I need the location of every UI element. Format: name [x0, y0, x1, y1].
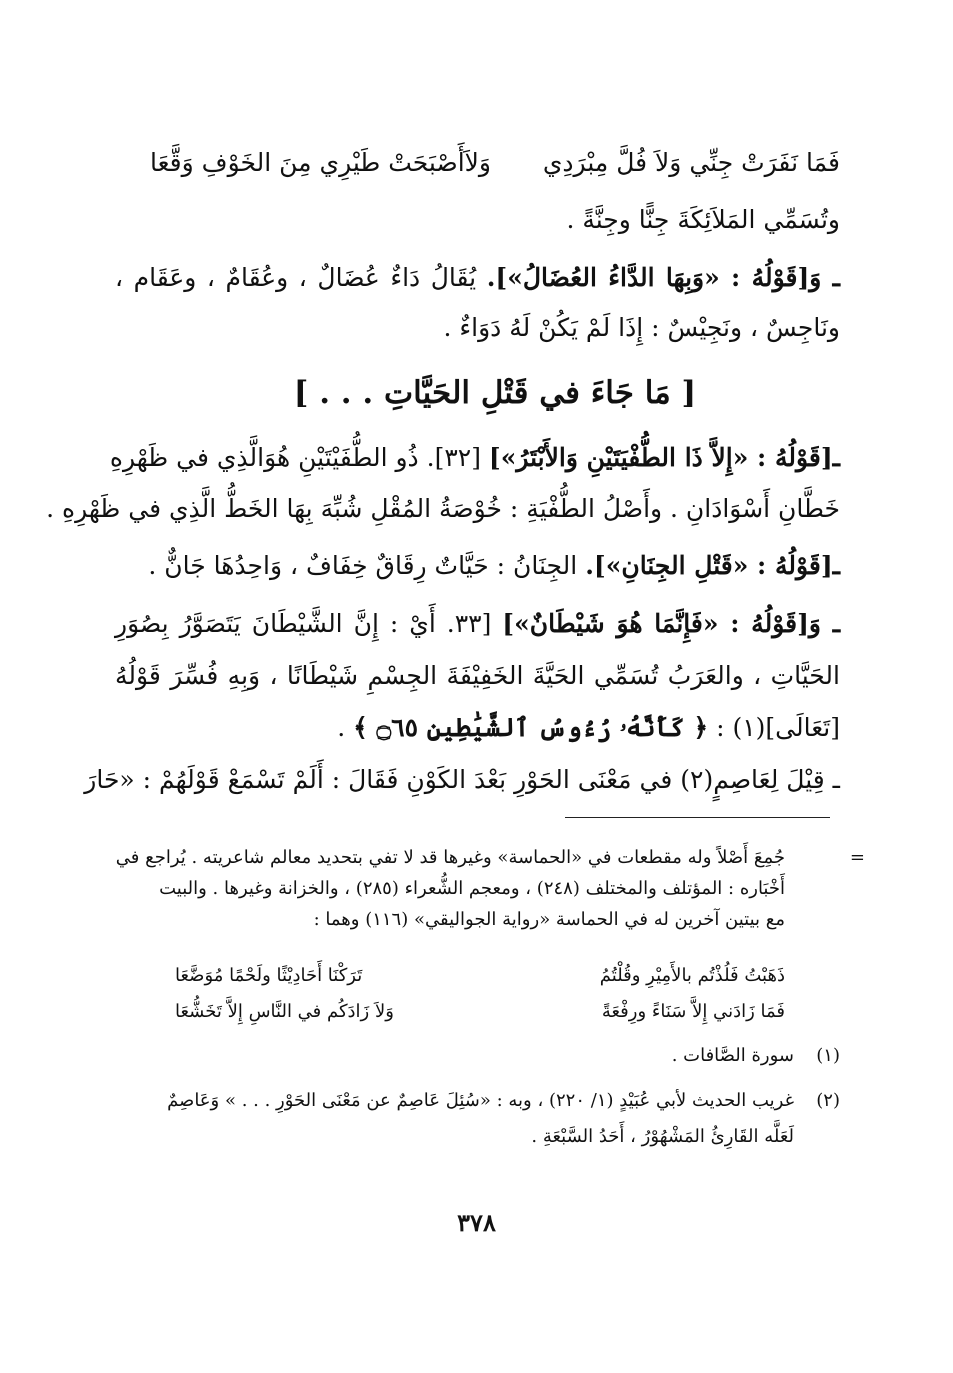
verse-hemistich-left: وَلاَأَصْبَحَتْ طَيْرِي مِنَ الخَوْفِ وَقَّعَا	[150, 148, 491, 177]
verse-hemistich-right: فَمَا نَفَرَتْ جِنِّي وَلاَ فُلَّ مِبْرَدِي	[542, 148, 840, 177]
text-run: [٣٣. أَيْ : إِنَّ الشَّيْطَانَ يَتَصَوَّرُ بِصُوَرِ	[115, 609, 503, 638]
footnote	[115, 1090, 840, 1160]
footnote-text: لَعَلَّه القَارِئُ المَشْهُوْرُ ، أَحَدُ السَّبْعَةِ .	[531, 1126, 794, 1147]
quoted-lemma: ـ وَ[قَوْلُهُ : «وَبِهَا الدَّاءُ العُضَالُ»].	[486, 263, 840, 292]
footnote-poem-line	[175, 1001, 785, 1033]
quoted-lemma: ـ[قَوْلُهُ : «قَتْلِ الجِنَانِ»].	[585, 551, 840, 580]
text-run: [تَعَالَى](١) :	[708, 713, 840, 742]
text-line: ـ قِيْلَ لِعَاصِمٍ(٢) في مَعْنَى الحَوْرِ بَعْدَ الكَوْنِ فَقَالَ : أَلَمْ تَسْمَعْ قَوْلَهُمْ : «حَارَ	[84, 765, 840, 794]
footnote-poem-line	[175, 965, 785, 997]
text-line	[115, 602, 840, 646]
footnote-continuation	[115, 843, 865, 1053]
poem-hemistich-right: فَمَا زَادَني إِلاَّ سَنَاءً ورِفْعَةً	[601, 1001, 785, 1022]
footnote-separator	[565, 817, 830, 818]
text-line: وتُسَمِّي المَلاَئِكَةَ جِنًّا وجِنَّةً .	[566, 205, 840, 234]
poem-hemistich-left: وَلاَ زَادَكُم في النَّاسِ إِلاَّ تَخَشُّعَا	[175, 1001, 394, 1022]
text-run: يُقَالُ دَاءٌ عُضَالٌ ، وعُقَامٌ ، وعَقَام ،	[115, 263, 487, 292]
quran-quote: ﴿ كَأَنَّهُۥ رُءُوسُ ٱلشَّيَٰطِينِ ۝٦٥ ﴾	[353, 713, 709, 742]
poem-hemistich-left: تَرَكْنَا أَحَادِيْثًا ولَحْمًا مُوَضَّعَا	[175, 965, 363, 986]
footnote-number: (٢)	[816, 1090, 840, 1111]
verse-line	[150, 148, 840, 192]
poem-hemistich-right: ذَهَبْتُ فَلُذْتُم بالأَمِيْرِ وقُلْتُمُ	[599, 965, 785, 986]
footnote-text: سورة الصَّافات .	[671, 1045, 794, 1066]
text-line	[148, 544, 840, 588]
text-line	[109, 436, 840, 480]
text-line	[337, 706, 840, 750]
text-run: [٣٢]. ذُو الطُّفَيْتَيْنِ هُوَالَّذِي في ظَهْرِهِ	[109, 443, 489, 472]
footnote-number: (١)	[816, 1045, 840, 1066]
quoted-lemma: ـ[قَوْلُهُ : «إِلاَّ ذَا الطُّفْيَتَيْنِ وَالأَبْتَرُ»]	[488, 443, 840, 472]
footnote-line: أَخْبَاره : المؤتلف والمختلف (٢٤٨) ، ومعجم الشُّعراء (٢٨٥) ، والخزانة وغيرها . والبيت	[159, 878, 785, 899]
text-line	[115, 256, 840, 300]
section-heading: [ مَا جَاءَ في قَتْلِ الحَيَّاتِ . . . ]	[293, 375, 697, 411]
footnote-line: مع بيتين آخرين له في الحماسة «رواية الجواليقي» (١١٦) وهما :	[313, 909, 785, 930]
footnote-text: غريب الحديث لأبي عُبَيْدٍ (١/ ٢٢٠) ، وبه : «سُئِلَ عَاصِمٌ عن مَعْنَى الحَوْرِ . . . » وَعَاصِمٌ	[167, 1090, 794, 1111]
quoted-lemma: ـ وَ[قَوْلُهُ : «فَإِنَّمَا هُوَ شَيْطَانٌ»]	[502, 609, 841, 638]
text-line: الحَيَّاتِ ، والعَرَبُ تُسَمِّي الحَيَّةَ الخَفِيْفَةَ الجِسْمِ شَيْطَانًا ، وَبِهِ فُسِّرَ قَوْلُهُ	[115, 661, 840, 690]
text-run: .	[337, 713, 354, 742]
continuation-marker: =	[849, 847, 865, 868]
footnote-line: جُمِعَ أَصْلاً وله مقطعات في «الحماسة» وغيرها قد لا تفي بتحديد معالم شاعريته . يُراجع في	[115, 847, 785, 868]
footnote	[115, 1045, 840, 1079]
text-line: خَطَّانِ أَسْوَادَانِ . وأَصْلُ الطُّفْيَةِ : خُوْصَةُ المُقْلِ شُبِّهَ بِهَا الخَطُّ الَّذِي في ظَهْرِهِ .	[46, 494, 840, 523]
page-number: ٣٧٨	[457, 1208, 496, 1237]
text-line: ونَاجِسٌ ، ونَجِيْسٌ : إِذَا لَمْ يَكُنْ لَهُ دَوَاءٌ .	[443, 313, 840, 342]
text-run: الجِنَانُ : حَيَّاتٌ رِقَاقٌ خِفَافٌ ، وَاحِدُهَا جَانٌّ .	[148, 551, 586, 580]
